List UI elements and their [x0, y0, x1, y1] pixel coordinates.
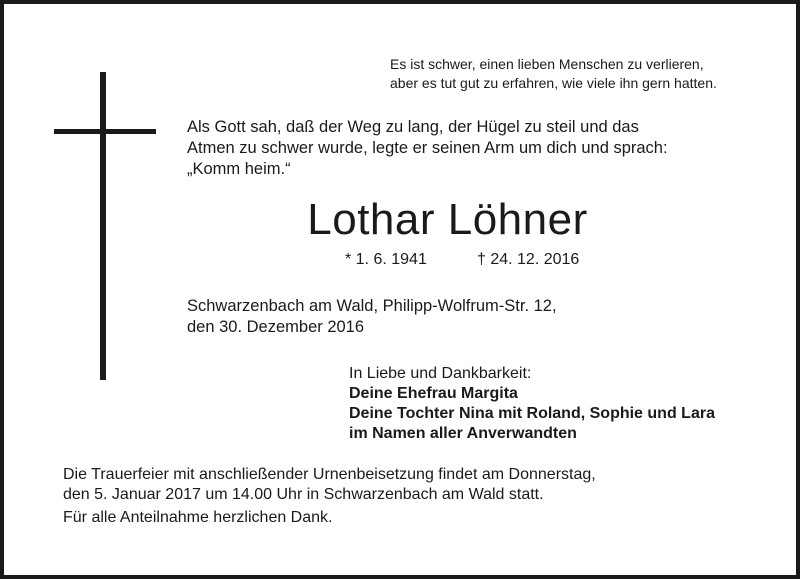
- motto-line-1: Es ist schwer, einen lieben Menschen zu verlieren,: [390, 56, 704, 72]
- poem: [187, 117, 668, 180]
- poem-line-1: Als Gott sah, daß der Weg zu lang, der Hügel zu steil und das: [187, 118, 639, 136]
- motto: [390, 55, 717, 93]
- funeral-line-1: Die Trauerfeier mit anschließender Urnenbeisetzung findet am Donnerstag,: [63, 466, 596, 483]
- mourners-intro: In Liebe und Dankbarkeit:: [349, 365, 532, 382]
- place-and-date: [187, 296, 557, 338]
- thanks-note: Für alle Anteilnahme herzlichen Dank.: [63, 509, 333, 526]
- poem-line-2: Atmen zu schwer wurde, legte er seinen Arm um dich und sprach:: [187, 139, 668, 157]
- birth-date: * 1. 6. 1941: [345, 251, 427, 268]
- poem-line-3: „Komm heim.“: [187, 160, 291, 178]
- cross-icon-bar: [54, 129, 156, 134]
- deceased-name: Lothar Löhner: [307, 195, 588, 244]
- mourner-daughter: Deine Tochter Nina mit Roland, Sophie und Lara: [349, 405, 715, 422]
- place-line-1: Schwarzenbach am Wald, Philipp-Wolfrum-Str. 12,: [187, 297, 557, 315]
- mourner-relatives: im Namen aller Anverwandten: [349, 425, 577, 442]
- death-date: † 24. 12. 2016: [477, 251, 580, 268]
- place-line-2: den 30. Dezember 2016: [187, 318, 365, 336]
- funeral-line-2: den 5. Januar 2017 um 14.00 Uhr in Schwarzenbach am Wald statt.: [63, 486, 544, 503]
- mourner-wife: Deine Ehefrau Margita: [349, 385, 518, 402]
- funeral-info: [63, 465, 596, 505]
- mourners: [349, 364, 715, 444]
- motto-line-2: aber es tut gut zu erfahren, wie viele ihn gern hatten.: [390, 75, 717, 91]
